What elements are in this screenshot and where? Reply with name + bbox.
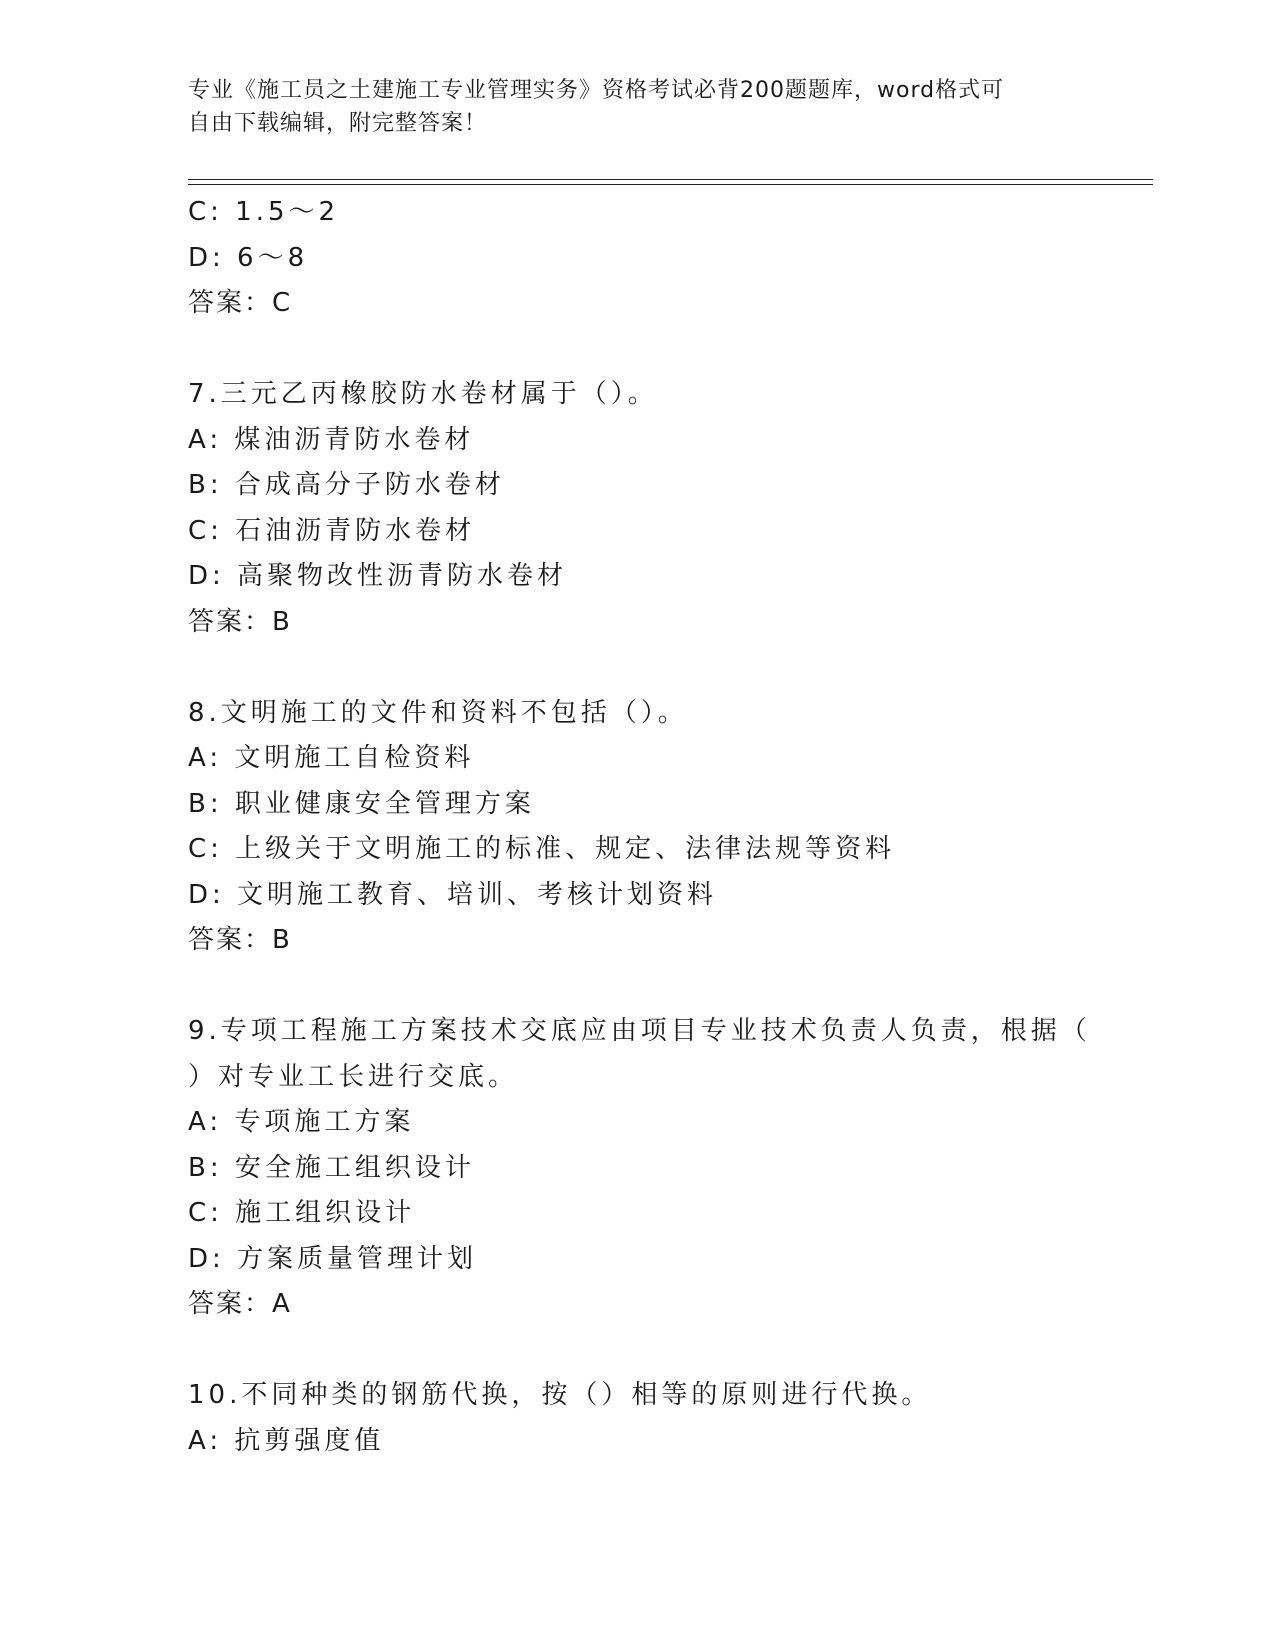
header-divider-top [188,179,1153,180]
option-c: C: 1.5～2 [188,197,340,227]
option-c: C: 石油沥青防水卷材 [188,515,476,546]
header-divider-bottom [188,184,1153,185]
question-stem: 7.三元乙丙橡胶防水卷材属于（）。 [188,379,658,409]
answer: 答案：B [188,925,292,955]
spacer [188,645,1088,691]
question-list [188,190,1091,1464]
question-stem-line-2: ）对专业工长进行交底。 [188,1061,519,1092]
question-stem: 8.文明施工的文件和资料不包括（）。 [188,697,688,728]
answer: 答案：B [188,606,292,637]
header-title-line-1: 专业《施工员之土建施工专业管理实务》资格考试必背200题题库，word格式可 [188,78,1005,103]
previous-question-tail [188,190,1088,327]
question-9 [188,1009,1091,1328]
header-title-line-2: 自由下载编辑，附完整答案！ [188,111,488,136]
option-d: D: 6～8 [188,242,309,273]
answer: 答案：A [188,1289,292,1319]
answer: 答案：C [188,288,293,318]
option-d: D: 文明施工教育、培训、考核计划资料 [188,879,718,910]
option-c: C: 上级关于文明施工的标准、规定、法律法规等资料 [188,834,896,864]
option-a: A: 文明施工自检资料 [188,743,475,773]
spacer [188,327,1088,373]
option-d: D: 方案质量管理计划 [188,1243,478,1274]
spacer [188,964,1088,1010]
option-a: A: 专项施工方案 [188,1107,415,1137]
question-7 [188,372,1088,645]
document-header [188,74,1068,140]
option-b: B: 合成高分子防水卷材 [188,470,505,500]
spacer [188,1328,1088,1374]
option-c: C: 施工组织设计 [188,1198,416,1228]
option-a: A: 抗剪强度值 [188,1425,385,1456]
question-10 [188,1373,1088,1464]
question-stem-line-1: 9.专项工程施工方案技术交底应由项目专业技术负责人负责，根据（ [188,1016,1091,1046]
option-b: B: 安全施工组织设计 [188,1152,475,1183]
option-b: B: 职业健康安全管理方案 [188,788,535,819]
option-a: A: 煤油沥青防水卷材 [188,424,475,455]
option-d: D: 高聚物改性沥青防水卷材 [188,561,568,591]
question-stem: 10.不同种类的钢筋代换，按（）相等的原则进行代换。 [188,1380,932,1410]
question-8 [188,691,1088,964]
